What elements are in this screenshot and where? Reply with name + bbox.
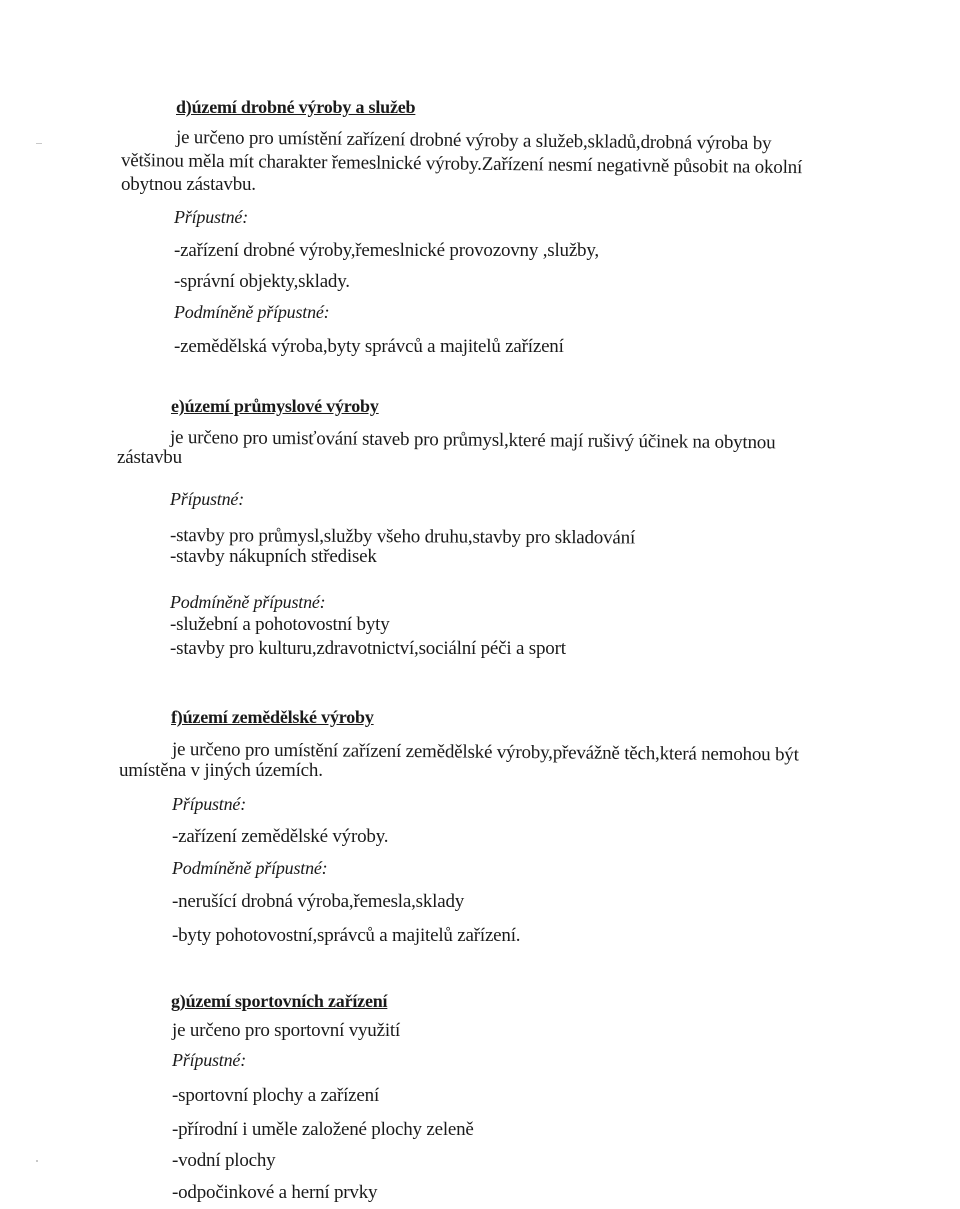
section-f-conditional-label: Podmíněně přípustné: <box>172 858 328 878</box>
section-heading-d: d)území drobné výroby a služeb <box>176 97 416 117</box>
section-f-conditional-item-2: -byty pohotovostní,správců a majitelů zařízení. <box>172 925 521 946</box>
section-g-permitted-item-2: -přírodní i uměle založené plochy zeleně <box>172 1119 474 1140</box>
section-heading-g: g)území sportovních zařízení <box>171 991 388 1011</box>
section-g-permitted-item-3: -vodní plochy <box>172 1150 276 1171</box>
section-d-permitted-item-1: -zařízení drobné výroby,řemeslnické provozovny ,služby, <box>174 240 599 261</box>
section-f-intro-line-1: je určeno pro umístění zařízení zemědělské výroby,převážně těch,která nemohou být <box>171 739 799 766</box>
section-heading-f: f)území zemědělské výroby <box>171 707 374 727</box>
section-d-conditional-label: Podmíněně přípustné: <box>174 302 330 322</box>
section-d-permitted-item-2: -správní objekty,sklady. <box>174 271 350 292</box>
section-f-permitted-item-1: -zařízení zemědělské výroby. <box>172 826 389 847</box>
section-g-intro-line-1: je určeno pro sportovní využití <box>172 1020 401 1041</box>
scan-speck <box>36 143 42 144</box>
section-f-conditional-item-1: -nerušící drobná výroba,řemesla,sklady <box>172 891 465 912</box>
section-e-conditional-item-2: -stavby pro kulturu,zdravotnictví,sociální péči a sport <box>170 638 566 659</box>
section-e-permitted-item-2: -stavby nákupních středisek <box>170 546 377 567</box>
section-g-permitted-item-1: -sportovní plochy a zařízení <box>172 1085 380 1106</box>
section-d-intro-line-1: je určeno pro umístění zařízení drobné výroby a služeb,skladů,drobná výroba by <box>175 127 772 155</box>
section-heading-e: e)území průmyslové výroby <box>171 396 379 416</box>
section-d-intro-line-2: většinou měla mít charakter řemeslnické výroby.Zařízení nesmí negativně působit na okolní <box>120 150 803 179</box>
section-e-permitted-item-1: -stavby pro průmysl,služby všeho druhu,stavby pro skladování <box>169 525 636 549</box>
section-f-permitted-label: Přípustné: <box>172 794 246 814</box>
section-e-permitted-label: Přípustné: <box>170 489 244 509</box>
section-e-conditional-item-1: -služební a pohotovostní byty <box>170 614 390 635</box>
section-g-permitted-item-4: -odpočinkové a herní prvky <box>172 1182 378 1203</box>
section-e-intro-line-1: je určeno pro umisťování staveb pro průmysl,které mají rušivý účinek na obytnou <box>169 427 776 454</box>
section-g-permitted-label: Přípustné: <box>172 1050 246 1070</box>
section-e-conditional-label: Podmíněně přípustné: <box>170 592 326 612</box>
section-e-intro-line-2: zástavbu <box>117 447 182 468</box>
section-d-intro-line-3: obytnou zástavbu. <box>121 174 256 195</box>
scan-speck <box>36 1160 38 1162</box>
section-d-conditional-item-1: -zemědělská výroba,byty správců a majitelů zařízení <box>174 336 564 357</box>
section-f-intro-line-2: umístěna v jiných územích. <box>119 760 323 781</box>
section-d-permitted-label: Přípustné: <box>174 207 248 227</box>
